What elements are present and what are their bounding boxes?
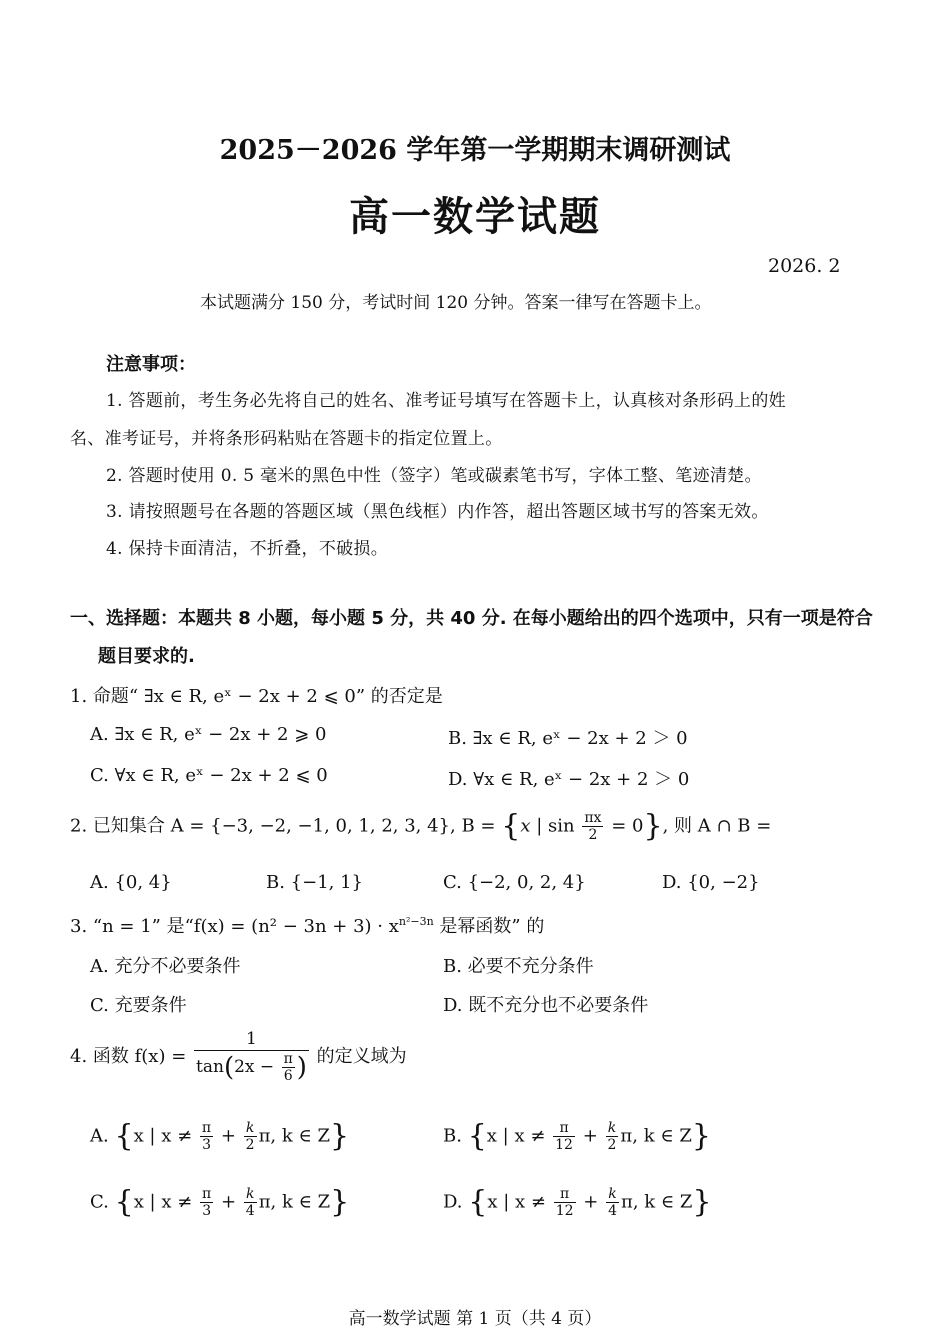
fraction-denominator: 3 xyxy=(202,1137,211,1154)
question-3-option-d: D. 既不充分也不必要条件 xyxy=(443,995,649,1016)
set-brace-close: } xyxy=(691,1118,711,1154)
k-fraction xyxy=(606,1186,619,1219)
set-condition: x | x ≠ xyxy=(486,1125,546,1147)
exam-date: 2026. 2 xyxy=(768,255,841,277)
set-tail: π, k ∈ Z xyxy=(620,1191,693,1213)
sin-argument-fraction xyxy=(582,810,603,843)
pi-fraction xyxy=(553,1120,575,1153)
option-label: A. xyxy=(90,1125,109,1147)
question-2-stem-suffix: , 则 A ∩ B = xyxy=(662,815,772,837)
question-4-option-c: C. {x | x ≠ $\frac{\pi}{3}$ + $\frac{k}{4}$ π, k ∈ Z} xyxy=(90,1184,350,1220)
question-1-option-a: A. ∃x ∈ R, eˣ − 2x + 2 ⩾ 0 xyxy=(90,724,327,745)
question-2-stem xyxy=(70,810,771,843)
question-2-option-b: B. {−1, 1} xyxy=(266,872,364,893)
question-3-stem xyxy=(70,912,544,938)
question-2-option-a: A. {0, 4} xyxy=(90,872,172,893)
fraction-denominator: 3 xyxy=(202,1203,212,1220)
set-brace-open: { xyxy=(114,1118,134,1154)
fraction-numerator: k xyxy=(244,1120,257,1137)
fraction-denominator: 4 xyxy=(245,1203,255,1220)
k-fraction xyxy=(606,1120,619,1153)
notice-item-1-line-1: 1. 答题前，考生务必先将自己的姓名、准考证号填写在答题卡上，认真核对条形码上的姓 xyxy=(106,391,786,411)
question-2-option-d: D. {0, −2} xyxy=(662,872,760,893)
question-4-stem xyxy=(70,1030,407,1084)
set-brace-open: { xyxy=(467,1118,487,1154)
function-numerator: 1 xyxy=(194,1030,309,1051)
tan-label: tan xyxy=(196,1056,224,1077)
pi-over-six-fraction xyxy=(282,1051,295,1084)
power-exponent: n²−3n xyxy=(398,915,434,928)
fraction-denominator: 2 xyxy=(245,1137,255,1154)
question-3-option-a: A. 充分不必要条件 xyxy=(90,956,241,977)
subject-title: 高一数学试题 xyxy=(349,193,601,240)
question-1-option-d: D. ∀x ∈ R, eˣ − 2x + 2 ＞ 0 xyxy=(448,769,690,790)
pi-fraction xyxy=(200,1186,213,1219)
set-brace-open: { xyxy=(114,1184,134,1220)
question-3-option-b: B. 必要不充分条件 xyxy=(443,956,594,977)
fraction-denominator: 6 xyxy=(283,1067,293,1084)
question-1-option-b: B. ∃x ∈ R, eˣ − 2x + 2 ＞ 0 xyxy=(448,728,688,749)
set-brace-close: } xyxy=(330,1118,350,1154)
set-brace-close: } xyxy=(330,1184,350,1220)
option-label: D. xyxy=(443,1191,463,1213)
fraction-denominator: 4 xyxy=(608,1203,617,1220)
set-brace-open: { xyxy=(468,1184,488,1220)
fraction-numerator: π xyxy=(202,1186,212,1202)
set-variable: x xyxy=(520,815,531,837)
question-1-stem: 1. 命题“ ∃x ∈ R, eˣ − 2x + 2 ⩽ 0” 的否定是 xyxy=(70,686,443,707)
page-footer: 高一数学试题 第 1 页（共 4 页） xyxy=(348,1309,602,1329)
set-bar: | xyxy=(536,815,543,837)
exam-intro: 本试题满分 150 分，考试时间 120 分钟。答案一律写在答题卡上。 xyxy=(200,293,712,313)
question-3-stem-suffix: 是幂函数” 的 xyxy=(433,916,545,937)
question-4-option-b: B. {x | x ≠ $\frac{\pi}{12}$ + $\frac{k}{2}$ π, k ∈ Z} xyxy=(443,1118,711,1154)
set-tail: π, k ∈ Z xyxy=(258,1125,331,1147)
k-fraction xyxy=(244,1186,257,1219)
option-label: B. xyxy=(443,1125,462,1147)
notice-heading: 注意事项： xyxy=(106,354,196,375)
question-3-option-c: C. 充要条件 xyxy=(90,995,187,1016)
pi-fraction xyxy=(554,1186,576,1219)
exam-title: 2025－2026 学年第一学期期末调研测试 xyxy=(219,135,731,166)
function-fraction xyxy=(194,1030,309,1084)
fraction-denominator: 2 xyxy=(607,1137,617,1154)
question-4-stem-suffix: 的定义域为 xyxy=(316,1045,407,1067)
notice-item-1-line-2: 名、准考证号，并将条形码粘贴在答题卡的指定位置上。 xyxy=(70,429,503,449)
tan-argument: 2x − xyxy=(234,1056,275,1077)
fraction-numerator: π xyxy=(283,1050,293,1067)
set-condition: x | x ≠ xyxy=(487,1191,546,1213)
set-tail: π, k ∈ Z xyxy=(620,1125,692,1147)
section-heading-line-1: 一、选择题：本题共 8 小题，每小题 5 分，共 40 分. 在每小题给出的四个选项中，只有一项是符合 xyxy=(70,608,873,629)
k-fraction xyxy=(244,1120,257,1153)
fraction-numerator: k xyxy=(606,1186,619,1203)
option-label: C. xyxy=(90,1191,109,1213)
set-condition: x | x ≠ xyxy=(133,1191,193,1213)
pi-fraction xyxy=(200,1120,213,1153)
notice-item-2: 2. 答题时使用 0. 5 毫米的黑色中性（签字）笔或碳素笔书写，字体工整、笔迹清楚。 xyxy=(106,466,762,486)
question-2-stem-prefix: 2. 已知集合 A = {−3, −2, −1, 0, 1, 2, 3, 4}, B = xyxy=(70,815,496,837)
question-2-option-c: C. {−2, 0, 2, 4} xyxy=(443,872,586,893)
fraction-denominator: 12 xyxy=(555,1203,574,1220)
fraction-numerator: π xyxy=(553,1120,575,1137)
set-tail: π, k ∈ Z xyxy=(258,1191,331,1213)
question-1-option-c: C. ∀x ∈ R, eˣ − 2x + 2 ⩽ 0 xyxy=(90,765,328,786)
fraction-denominator: 12 xyxy=(555,1137,573,1154)
set-brace-close: } xyxy=(643,808,663,844)
question-4-option-d: D. {x | x ≠ $\frac{\pi}{12}$ + $\frac{k}{4}$ π, k ∈ Z} xyxy=(443,1184,712,1220)
fraction-numerator: k xyxy=(606,1120,619,1137)
fraction-numerator: k xyxy=(244,1186,257,1203)
notice-item-3: 3. 请按照题号在各题的答题区域（黑色线框）内作答，超出答题区域书写的答案无效。 xyxy=(106,502,769,522)
fraction-numerator: π xyxy=(554,1186,576,1203)
sin-label: sin xyxy=(548,815,575,837)
fraction-denominator: 2 xyxy=(588,827,598,844)
fraction-numerator: π xyxy=(201,1120,212,1136)
function-denominator: tan(2x − $\frac{\pi}{6}$ ) xyxy=(196,1050,307,1084)
question-3-stem-prefix: 3. “n = 1” 是“f(x) = (n² − 3n + 3) · x xyxy=(70,916,399,937)
fraction-numerator: πx xyxy=(584,810,602,826)
question-4-option-a: A. {x | x ≠ $\frac{\pi}{3}$ + $\frac{k}{2}$ π, k ∈ Z} xyxy=(90,1118,350,1154)
notice-item-4: 4. 保持卡面清洁，不折叠，不破损。 xyxy=(106,539,389,559)
set-condition-eq: = 0 xyxy=(611,815,644,837)
question-4-stem-prefix: 4. 函数 f(x) = xyxy=(70,1045,187,1067)
set-brace-close: } xyxy=(692,1184,712,1220)
section-heading-line-2: 题目要求的. xyxy=(98,646,195,667)
set-brace-open: { xyxy=(501,808,521,844)
set-condition: x | x ≠ xyxy=(133,1125,193,1147)
